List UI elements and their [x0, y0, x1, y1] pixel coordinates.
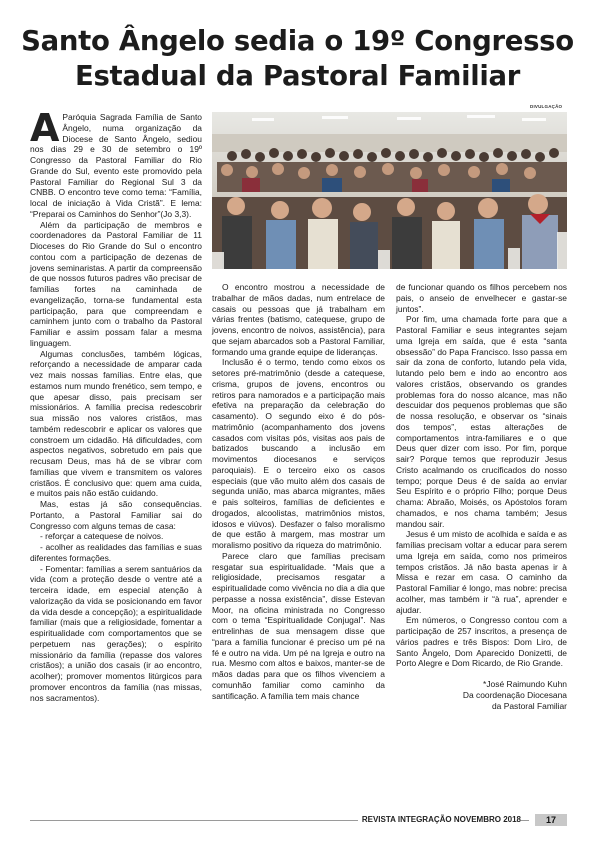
page-title: Santo Ângelo sedia o 19º Congresso Estadual da Pastoral Familiar [21, 25, 574, 92]
page-number: 17 [535, 814, 567, 826]
author-name: *José Raimundo Kuhn [483, 679, 567, 689]
publication-name: REVISTA INTEGRAÇÃO NOVEMBRO 2018 [358, 814, 521, 826]
list-item: - acolher as realidades das famílias e suas diferentes formações. [30, 542, 202, 563]
paragraph: Jesus é um misto de acolhida e saída e as famílias precisam voltar a educar para serem uma Igreja em saída, como nos primeiros tempos cristãos. Já não basta apenas ir à Missa e rezar em casa. O caminho da Pastoral Familiar é longo, mas nobre: precisa acolher, mas também ir “à rua”, aprender e ajudar. [396, 529, 567, 615]
paragraph: Além da participação de membros e coordenadores da Pastoral Familiar de 11 Dioceses do Rio Grande do Sul o encontro contou com a participação de dezenas de jovens seminaristas. A partir da compreensão de que nossos futuros padres vão precisar de famílias fortes na caminhada de evangelização, torna-se fundamental esta participação, para que compreendam e caminhem junto com o trabalho da Pastoral Familiar e assim possam falar a mesma linguagem. [30, 219, 202, 348]
list-item: - Fomentar: famílias a serem santuários da vida (com a proteção desde o ventre até a terceira idade, em especial atenção à valorização da vida se posicionando em favor da vida desde a concepção); a espiritualidade familiar (mais que a religiosidade, fomentar a espiritualidade com comportamentos que se perpetuem nas gerações); o espírito missionário da família (repasse dos valores cristãos); a união dos casais (ir ao encontro, acolher); promover momentos litúrgicos para promover encontros da família (nas missas, nos sacramentos). [30, 563, 202, 703]
congress-crowd-photo [212, 112, 567, 269]
paragraph: Inclusão é o termo, tendo como eixos os setores pré-matrimônio (desde a catequese, crisma, grupos de jovens, encontros ou retiros para namorados e a participação mais efetiva na preparação da celebração do casamento). O segundo eixo é do pós-matrimônio (acompanhamento dos jovens casados com visitas pós, visitas aos pais de batizados buscando a inclusão em movimentos diocesanos e serviços paroquiais). E o terceiro eixo os casos especiais (que vão muito além dos casais de segunda união, mas abarca migrantes, mães e pais solteiros, famílias de deficientes e drogados, alcoolistas, matrimônios mistos, idosos e viúvos). Desfazer o falso moralismo de que estão à margem, mas mostrar um moralismo positivo da riqueza do matrimônio. [212, 357, 385, 550]
photo-credit: DIVULGAÇÃO [530, 104, 563, 109]
paragraph: de funcionar quando os filhos percebem nos pais, o anseio de envelhecer e gastar-se juntos”. [396, 282, 567, 314]
paragraph: O encontro mostrou a necessidade de trabalhar de mãos dadas, num entrelace de casais ou pessoas que já trabalham em várias frentes (batismo, catequese, grupo de jovens, encontro de noivos, assistência), para que sejam abarcados sob a Pastoral Familiar, formando uma grande equipe de lideranças. [212, 282, 385, 357]
page-footer [30, 814, 567, 826]
article-column-1 [30, 106, 202, 703]
drop-cap: A [30, 106, 60, 150]
article-column-3 [396, 282, 567, 711]
paragraph: Parece claro que famílias precisam resgatar sua espiritualidade. “Mais que a religiosidade, precisamos resgatar a espiritualidade como vivência no dia a dia que perpasse a nossa existência”, disse Estevan Moor, na oficina ministrada no Congresso com o tema “Espiritualidade Conjugal”. Nas entrelinhas de sua mensagem disse que “para a família funcionar é preciso um pé na fé e outro na vida. Um pé na Igreja e outro na rua. Mesmo com altos e baixos, manter-se de mãos dadas para que os filhos vivenciem a comunhão familiar como caminho da santificação. A família tem mais chance [212, 550, 385, 701]
paragraph: Algumas conclusões, também lógicas, reforçando a necessidade de amparar cada vez mais nossas famílias. Entre elas, que estamos num mundo frenético, sem tempo, e que apesar disso, pais precisam ser missionários. A família precisa redescobrir sua missão nos valores cristãos, mas também redescobrir e aplicar os valores que constroem um cidadão. Há dificuldades, com aspectos negativos, sobretudo em pais que recusam Deus, mas há de se vibrar com famílias que vivem e transmitem os valores cristãos. É conclusivo que: quem ama cuida, e muitos pais não estão cuidando. [30, 348, 202, 499]
paragraph: Mas, estas já são consequências. Portanto, a Pastoral Familiar sai do Congresso com alguns temas de casa: [30, 499, 202, 531]
author-role: Da coordenação Diocesana [462, 689, 567, 700]
paragraph: Por fim, uma chamada forte para que a Pastoral Familiar e seus integrantes sejam uma Igreja em saída, que é esta “santa obsessão” do Papa Francisco. Isso passa em sair da zona de conforto, lutando pela vida, lutando pelo bem e indo ao encontro aos valores cristãos, observando os grandes problemas fora do nosso alcance, mas não descuidar dos pequenos problemas que são de nossa resolução, e observar os “sinais dos tempos”, estas alterações de comportamentos intra-familiares e o que Deus quer dizer com isso. Por fim, porque sair? Porque temos que reproduzir Jesus Cristo acalmando os crucificados do nosso tempo; porque Deus é de saída ao enviar Seu Espírito e o próprio Filho; porque Deus chama: Abraão, Moisés, os Apóstolos foram chamados, e nos chama também; Jesus mandou sair. [396, 314, 567, 529]
list-item: - reforçar a catequese de noivos. [40, 531, 164, 542]
author-role: da Pastoral Familiar [491, 700, 567, 711]
author-signature [396, 679, 567, 711]
paragraph: Em números, o Congresso contou com a participação de 257 inscritos, a presença de vários padres e três Bispos: Dom Liro, de Santo Ângelo, Dom Aparecido Donizetti, de Porto Alegre e Dom Ricardo, de Rio Grande. [396, 615, 567, 669]
article-column-2 [212, 282, 385, 701]
paragraph: Paróquia Sagrada Família de Santo Ângelo, numa organização da Diocese de Santo Ângelo, sediou nos dias 29 e 30 de setembro o 19º Congresso da Pastoral Familiar do Rio Grande do Sul, evento este promovido pela Pastoral Familiar do Regional Sul 3 da CNBB. O encontro teve como tema: “Família, local de iniciação à Vida Cristã”. E lema: “Preparai os Caminhos do Senhor”(Jo 3,3). [30, 112, 202, 219]
